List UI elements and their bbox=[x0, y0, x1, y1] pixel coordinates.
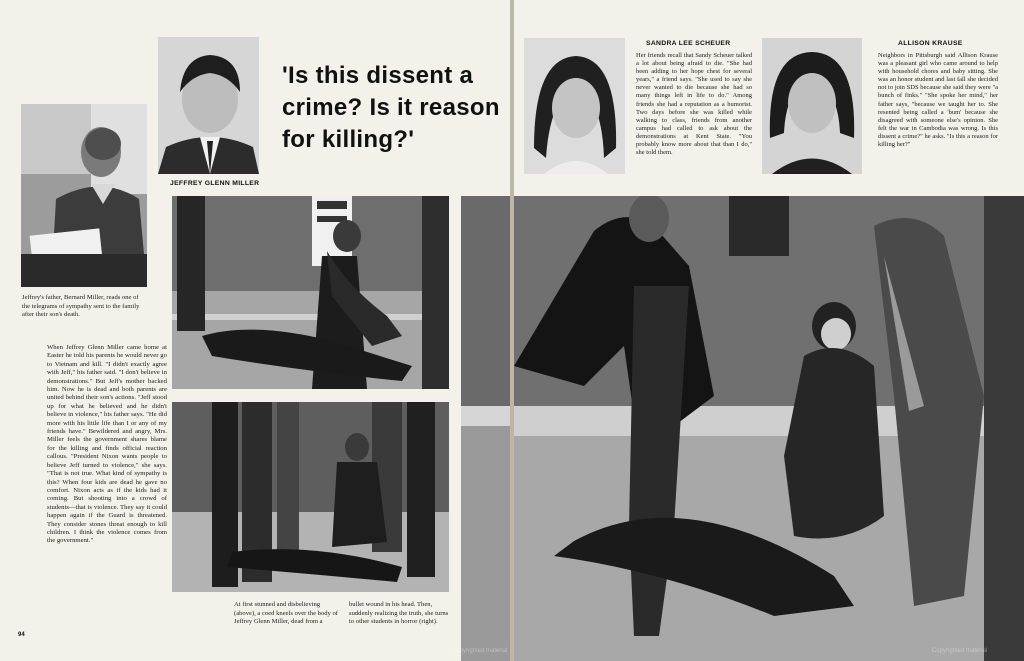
gutter-photo-strip bbox=[461, 196, 510, 661]
father-caption: Jeffrey's father, Bernard Miller, reads one of the telegrams of sympathy sent to the family after their son's death. bbox=[22, 294, 140, 319]
watermark-left: Copyrighted material bbox=[452, 648, 508, 654]
scheuer-portrait bbox=[524, 38, 625, 174]
kent-state-main-photo bbox=[514, 196, 1024, 661]
krause-story: Neighbors in Pittsburgh said Allison Krause was a pleasant girl who came around to help with household chores and baby sitting. She was an honor student and last fall she decided not to join SDS because she said they were "a bunch of finks." "She spoke her mind," her father says, "because we taught her to. She resented being called a 'bum' because she disagreed with someone else's opinion. She felt the war in Cambodia was wrong. Is this dissent a crime?" he asks. "Is this a reason for killing her?" bbox=[878, 52, 998, 149]
left-page bbox=[0, 0, 510, 661]
caption-col1: At first stunned and disbelieving (above), a coed kneels over the body of Jeffrey Glenn Miller, dead from a bbox=[234, 601, 338, 626]
krause-name-label: ALLISON KRAUSE bbox=[898, 40, 963, 47]
scheuer-name-label: SANDRA LEE SCHEUER bbox=[646, 40, 731, 47]
father-photo-art bbox=[21, 104, 147, 287]
krause-portrait bbox=[762, 38, 862, 174]
watermark-right: Copyrighted material bbox=[932, 648, 988, 654]
page-number: 94 bbox=[18, 632, 25, 638]
shooting-photo-bottom bbox=[172, 402, 449, 592]
shooting-photo-top-art bbox=[172, 196, 449, 389]
jeffrey-name-label: JEFFREY GLENN MILLER bbox=[170, 180, 260, 187]
scheuer-story: Her friends recall that Sandy Scheuer talked a lot about being afraid to die. "She had been adding to her hope chest for several years," a friend says. "She used to say she never wanted to die because she had so many things left in life to do." Among friends she had a reputation as a humorist. Two days before she was killed while walking to class, friends from another campus had called to ask about the demonstrations at Kent State. "You probably know more about that than I do," she told them. bbox=[636, 52, 752, 157]
headline: 'Is this dissent a crime? Is it reason for killing?' bbox=[282, 62, 500, 153]
miller-story: When Jeffrey Glenn Miller came home at Easter he told his parents he would never go to Vietnam and kill. "I didn't exactly agree with Jeff," his father said. "I don't believe in demonstrations." But Jeff's mother backed him. Now he is dead and both parents are united behind their son's actions. "Jeff stood up for what he believed and he didn't believe in violence," his father says. "He did more with his little life than I or any of my friends have." Bewildered and angry, Mrs. Miller feels the government shares blame for the killing and finds official reaction callous. "President Nixon wants people to believe Jeff turned to violence," she says. "That is not true. What kind of sympathy is this? When four kids are dead he gave no comfort. Nixon acts as if the kids had it coming. But shooting into a crowd of students—that is violence. They say it could happen again if the Guard is threatened. They consider stones threat enough to kill children. I think the violence comes from the government." bbox=[47, 344, 167, 545]
jeffrey-portrait bbox=[158, 37, 259, 174]
scheuer-portrait-art bbox=[524, 38, 625, 174]
father-photo bbox=[21, 104, 147, 287]
right-page bbox=[514, 0, 1024, 661]
kent-state-main-photo-art bbox=[514, 196, 1024, 661]
jeffrey-portrait-art bbox=[158, 37, 259, 174]
shooting-photo-top bbox=[172, 196, 449, 389]
gutter-photo-strip-art bbox=[461, 196, 510, 661]
caption-col2: bullet wound in his head. Then, suddenly realizing the truth, she turns to other students in horror (right). bbox=[349, 601, 449, 626]
shooting-photo-bottom-art bbox=[172, 402, 449, 592]
krause-portrait-art bbox=[762, 38, 862, 174]
